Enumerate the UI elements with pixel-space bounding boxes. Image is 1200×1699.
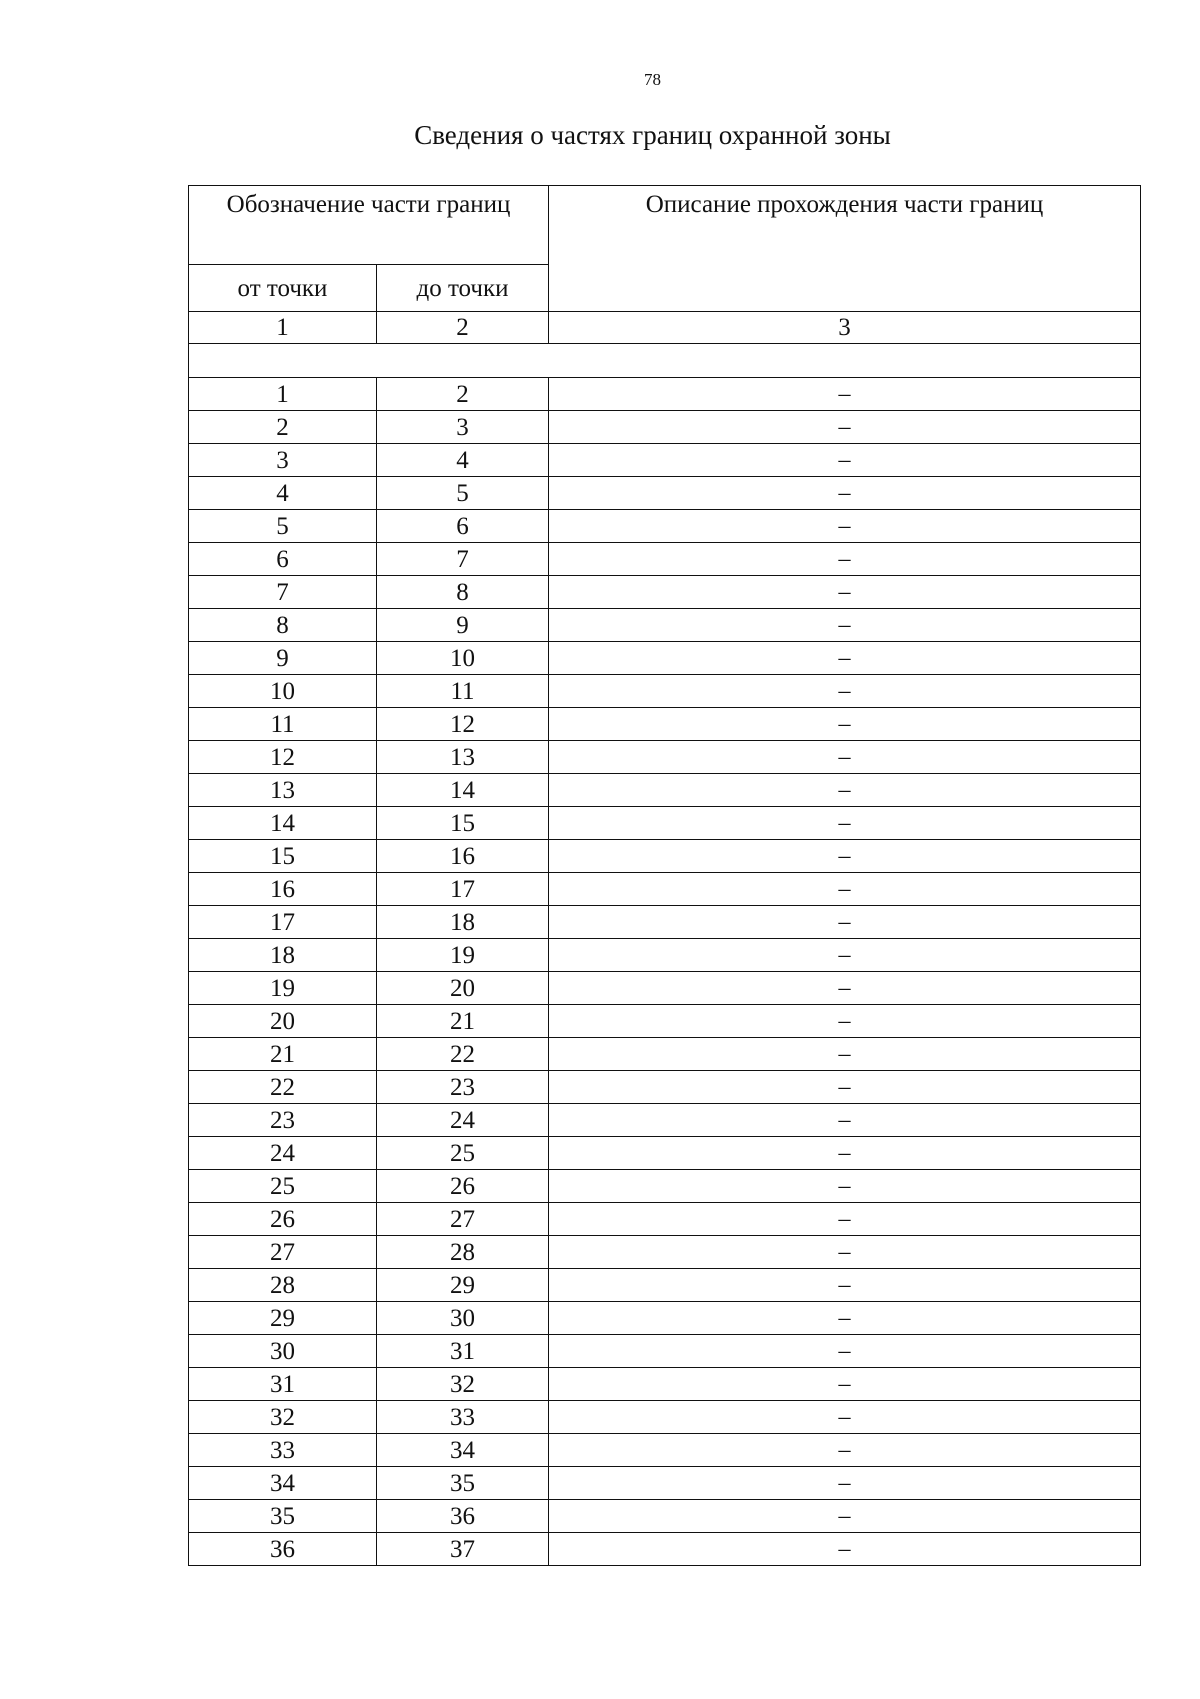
from-point-cell: 4 — [189, 477, 377, 510]
table-row — [189, 1203, 1141, 1236]
from-point-cell: 28 — [189, 1269, 377, 1302]
description-cell: – — [549, 1533, 1141, 1566]
to-point-cell: 4 — [377, 444, 549, 477]
description-cell: – — [549, 477, 1141, 510]
to-point-cell: 18 — [377, 906, 549, 939]
description-cell: – — [549, 1104, 1141, 1137]
to-point-cell: 14 — [377, 774, 549, 807]
to-point-cell: 15 — [377, 807, 549, 840]
from-point-cell: 26 — [189, 1203, 377, 1236]
table-row — [189, 906, 1141, 939]
description-cell: – — [549, 774, 1141, 807]
table-row — [189, 873, 1141, 906]
to-point-cell: 16 — [377, 840, 549, 873]
description-cell: – — [549, 1401, 1141, 1434]
table-row — [189, 840, 1141, 873]
table-row — [189, 1170, 1141, 1203]
to-point-cell: 9 — [377, 609, 549, 642]
to-point-cell: 17 — [377, 873, 549, 906]
to-point-cell: 20 — [377, 972, 549, 1005]
table-row — [189, 444, 1141, 477]
to-point-cell: 11 — [377, 675, 549, 708]
to-point-cell: 2 — [377, 378, 549, 411]
description-cell: – — [549, 543, 1141, 576]
from-point-cell: 22 — [189, 1071, 377, 1104]
from-point-cell: 18 — [189, 939, 377, 972]
to-point-cell: 35 — [377, 1467, 549, 1500]
table-row — [189, 1005, 1141, 1038]
description-cell: – — [549, 1137, 1141, 1170]
table-row — [189, 411, 1141, 444]
description-cell: – — [549, 576, 1141, 609]
table-row — [189, 1038, 1141, 1071]
description-cell: – — [549, 1038, 1141, 1071]
description-cell: – — [549, 1203, 1141, 1236]
to-point-cell: 21 — [377, 1005, 549, 1038]
description-cell: – — [549, 642, 1141, 675]
table-row — [189, 576, 1141, 609]
to-point-cell: 33 — [377, 1401, 549, 1434]
table-row — [189, 1401, 1141, 1434]
from-point-cell: 16 — [189, 873, 377, 906]
description-cell: – — [549, 510, 1141, 543]
to-point-cell: 29 — [377, 1269, 549, 1302]
from-point-cell: 6 — [189, 543, 377, 576]
to-point-cell: 36 — [377, 1500, 549, 1533]
to-point-cell: 32 — [377, 1368, 549, 1401]
header-designation: Обозначение части границ — [189, 186, 549, 265]
description-cell: – — [549, 1467, 1141, 1500]
table-header — [189, 186, 1141, 378]
column-number: 1 — [189, 312, 377, 344]
table-row — [189, 543, 1141, 576]
table-row — [189, 1269, 1141, 1302]
description-cell: – — [549, 675, 1141, 708]
to-point-cell: 13 — [377, 741, 549, 774]
from-point-cell: 5 — [189, 510, 377, 543]
description-cell: – — [549, 1368, 1141, 1401]
to-point-cell: 28 — [377, 1236, 549, 1269]
table-row — [189, 1368, 1141, 1401]
description-cell: – — [549, 939, 1141, 972]
table-row — [189, 774, 1141, 807]
description-cell: – — [549, 741, 1141, 774]
description-cell: – — [549, 1005, 1141, 1038]
from-point-cell: 25 — [189, 1170, 377, 1203]
column-number: 3 — [549, 312, 1141, 344]
from-point-cell: 3 — [189, 444, 377, 477]
table-row — [189, 1137, 1141, 1170]
from-point-cell: 34 — [189, 1467, 377, 1500]
description-cell: – — [549, 873, 1141, 906]
from-point-cell: 9 — [189, 642, 377, 675]
description-cell: – — [549, 1302, 1141, 1335]
description-cell: – — [549, 1269, 1141, 1302]
from-point-cell: 33 — [189, 1434, 377, 1467]
from-point-cell: 12 — [189, 741, 377, 774]
page-number: 78 — [644, 70, 661, 89]
description-cell: – — [549, 708, 1141, 741]
description-cell: – — [549, 807, 1141, 840]
from-point-cell: 17 — [189, 906, 377, 939]
table-row — [189, 1434, 1141, 1467]
table-row — [189, 1533, 1141, 1566]
from-point-cell: 1 — [189, 378, 377, 411]
table-row — [189, 642, 1141, 675]
description-cell: – — [549, 444, 1141, 477]
to-point-cell: 25 — [377, 1137, 549, 1170]
to-point-cell: 5 — [377, 477, 549, 510]
table-row — [189, 1467, 1141, 1500]
boundary-parts-table — [188, 185, 1141, 1566]
to-point-cell: 34 — [377, 1434, 549, 1467]
page-title: Сведения о частях границ охранной зоны — [414, 120, 891, 150]
table-row — [189, 1236, 1141, 1269]
from-point-cell: 27 — [189, 1236, 377, 1269]
to-point-cell: 22 — [377, 1038, 549, 1071]
description-cell: – — [549, 1236, 1141, 1269]
from-point-cell: 15 — [189, 840, 377, 873]
table-row — [189, 1071, 1141, 1104]
table-row — [189, 741, 1141, 774]
table-row — [189, 972, 1141, 1005]
to-point-cell: 31 — [377, 1335, 549, 1368]
table-row — [189, 1302, 1141, 1335]
table-row — [189, 609, 1141, 642]
from-point-cell: 11 — [189, 708, 377, 741]
from-point-cell: 30 — [189, 1335, 377, 1368]
to-point-cell: 30 — [377, 1302, 549, 1335]
to-point-cell: 27 — [377, 1203, 549, 1236]
table-row — [189, 807, 1141, 840]
table-row — [189, 708, 1141, 741]
description-cell: – — [549, 1335, 1141, 1368]
from-point-cell: 10 — [189, 675, 377, 708]
description-cell: – — [549, 411, 1141, 444]
from-point-cell: 19 — [189, 972, 377, 1005]
description-cell: – — [549, 972, 1141, 1005]
table-row — [189, 378, 1141, 411]
header-to-point: до точки — [377, 265, 549, 312]
from-point-cell: 29 — [189, 1302, 377, 1335]
from-point-cell: 7 — [189, 576, 377, 609]
description-cell: – — [549, 1170, 1141, 1203]
to-point-cell: 6 — [377, 510, 549, 543]
to-point-cell: 10 — [377, 642, 549, 675]
table-row — [189, 1335, 1141, 1368]
to-point-cell: 3 — [377, 411, 549, 444]
to-point-cell: 7 — [377, 543, 549, 576]
from-point-cell: 31 — [189, 1368, 377, 1401]
table-row — [189, 1104, 1141, 1137]
from-point-cell: 36 — [189, 1533, 377, 1566]
from-point-cell: 21 — [189, 1038, 377, 1071]
from-point-cell: 14 — [189, 807, 377, 840]
table-row — [189, 675, 1141, 708]
table-row — [189, 477, 1141, 510]
from-point-cell: 32 — [189, 1401, 377, 1434]
description-cell: – — [549, 1071, 1141, 1104]
from-point-cell: 8 — [189, 609, 377, 642]
from-point-cell: 23 — [189, 1104, 377, 1137]
description-cell: – — [549, 840, 1141, 873]
boundary-parts-table-container — [188, 185, 1140, 1566]
description-cell: – — [549, 1500, 1141, 1533]
to-point-cell: 24 — [377, 1104, 549, 1137]
from-point-cell: 24 — [189, 1137, 377, 1170]
table-row — [189, 1500, 1141, 1533]
column-number: 2 — [377, 312, 549, 344]
blank-cell — [189, 344, 1141, 378]
from-point-cell: 20 — [189, 1005, 377, 1038]
header-description: Описание прохождения части границ — [549, 186, 1141, 312]
header-from-point: от точки — [189, 265, 377, 312]
table-body — [189, 378, 1141, 1566]
to-point-cell: 19 — [377, 939, 549, 972]
to-point-cell: 12 — [377, 708, 549, 741]
from-point-cell: 35 — [189, 1500, 377, 1533]
description-cell: – — [549, 906, 1141, 939]
description-cell: – — [549, 1434, 1141, 1467]
column-number-row — [189, 312, 1141, 344]
table-row — [189, 510, 1141, 543]
description-cell: – — [549, 609, 1141, 642]
from-point-cell: 13 — [189, 774, 377, 807]
to-point-cell: 26 — [377, 1170, 549, 1203]
to-point-cell: 37 — [377, 1533, 549, 1566]
to-point-cell: 23 — [377, 1071, 549, 1104]
blank-row — [189, 344, 1141, 378]
table-row — [189, 939, 1141, 972]
to-point-cell: 8 — [377, 576, 549, 609]
from-point-cell: 2 — [189, 411, 377, 444]
description-cell: – — [549, 378, 1141, 411]
